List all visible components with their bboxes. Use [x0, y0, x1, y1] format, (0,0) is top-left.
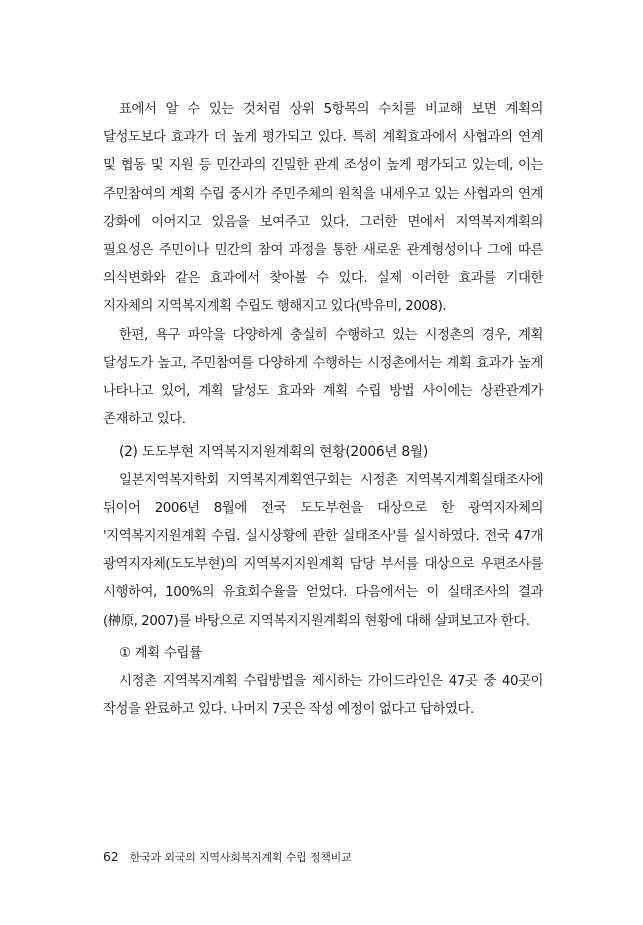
section-heading: (2) 도도부현 지역복지지원계획의 현황(2006년 8월)	[119, 444, 429, 461]
body-paragraph-3: 일본지역복지학회 지역복지계획연구회는 시정촌 지역복지계획실태조사에 뒤이어 2006년 8월에 전국 도도부현을 대상으로 한 광역지자체의 '지역복지지원계획 수립. 실시상황에 관한 실태조사'를 실시하였다. 전국 47개 광역지자체(도도부현)의 지역복지지원계획 담당 부서를 대상으로 우편조사를 시행하여, 100%의 유효회수율을 얻었다. 다음에서는 이 실태조사의 결과(榊原, 2007)를 바탕으로 지역복지지원계획의 현황에 대해 살펴보고자 한다.	[103, 472, 543, 629]
body-paragraph-2: 한편, 욕구 파악을 다양하게 충실히 수행하고 있는 시정촌의 경우, 계획 달성도가 높고, 주민참여를 다양하게 수행하는 시정촌에서는 계획 효과가 높게 나타나고 있어, 계획 달성도 효과와 계획 수립 방법 사이에는 상관관계가 존재하고 있다.	[103, 327, 543, 428]
page-number: 62	[103, 849, 119, 864]
body-paragraph-4: 시정촌 지역복지계획 수립방법을 제시하는 가이드라인은 47곳 중 40곳이 작성을 완료하고 있다. 나머지 7곳은 작성 예정이 없다고 답하였다.	[103, 674, 543, 718]
page-body	[103, 96, 543, 724]
running-title: 한국과 외국의 지역사회복지계획 수립 정책비교	[129, 851, 352, 864]
body-paragraph-1: 표에서 알 수 있는 것처럼 상위 5항목의 수치를 비교해 보면 계획의 달성도보다 효과가 더 높게 평가되고 있다. 특히 계획효과에서 사협과의 연계 및 협동 및 지원 등 민간과의 긴밀한 관계 조성이 높게 평가되고 있는데, 이는 주민참여의 계획 수립 중시가 주민주체의 원칙을 내세우고 있는 사협과의 연계 강화에 이어지고 있음을 보여주고 있다. 그러한 면에서 지역복지계획의 필요성은 주민이나 민간의 참여 과정을 통한 새로운 관계형성이나 그에 따른 의식변화와 같은 효과에서 찾아볼 수 있다. 실제 이러한 효과를 기대한 지자체의 지역복지계획 수립도 행해지고 있다(박유미, 2008).	[103, 102, 543, 315]
sub-heading: ① 계획 수립률	[119, 645, 202, 661]
page-footer	[103, 849, 352, 865]
